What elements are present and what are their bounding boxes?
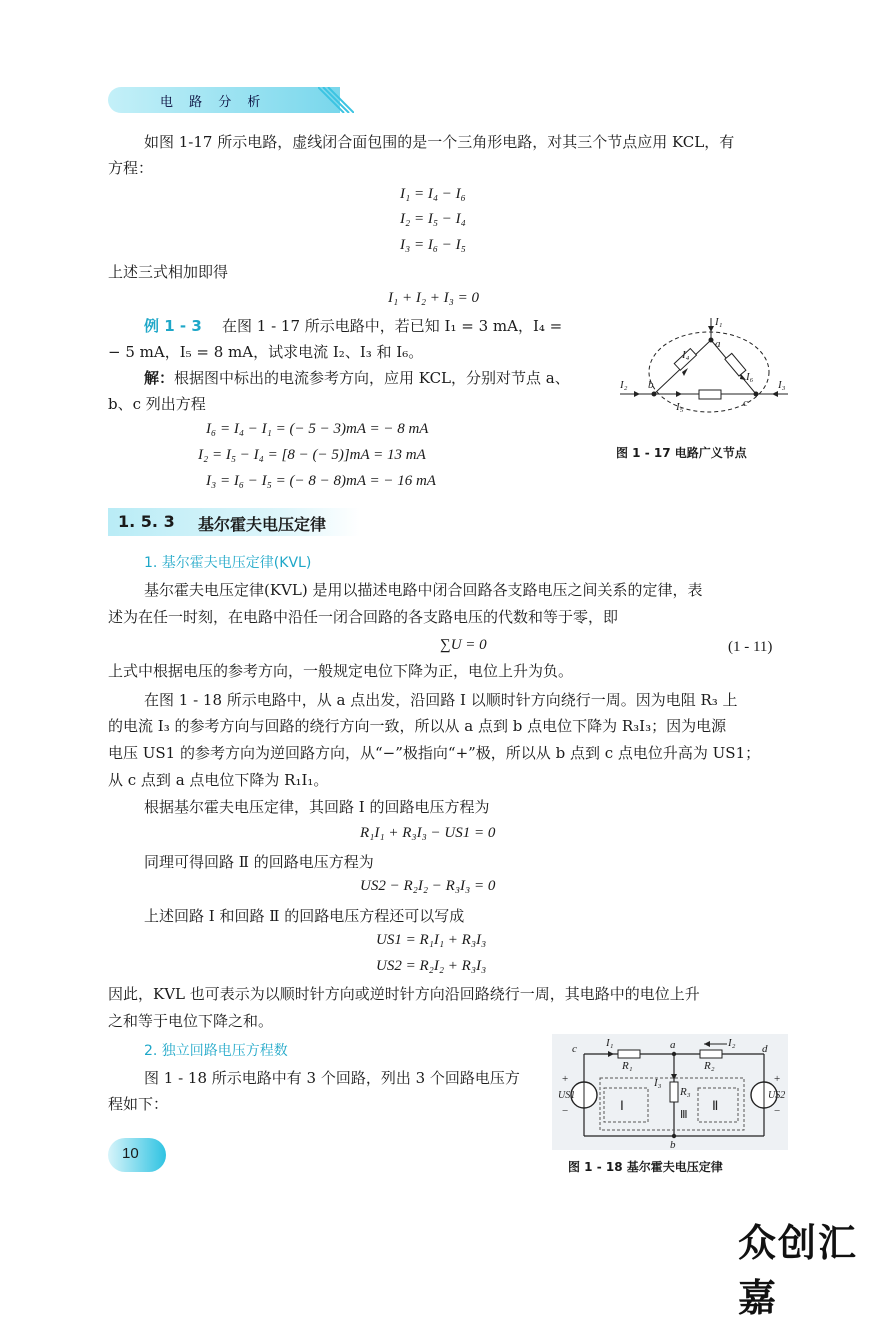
label-i3: I₃ [778,379,786,391]
label-i4: I₄ [682,349,690,361]
watermark: 众创汇嘉 [738,1221,859,1320]
loop-eq4: US2 = R₂I₂ + R₃I₃ [376,958,487,974]
figure-1-18 [552,1034,788,1150]
para1-line2: 方程： [108,159,154,177]
kvl-line3: 上式中根据电压的参考方向，一般规定电位下降为正，电位上升为负。 [108,662,574,680]
label-i5: I₅ [676,401,684,413]
sum-eq: I₁ + I₂ + I₃ = 0 [388,290,479,306]
loop-line9: 之和等于电位下降之和。 [108,1012,274,1030]
header-stripes-icon [318,87,354,113]
arrow-i5-icon [676,391,682,397]
loop-line5: 根据基尔霍夫电压定律，其回路 Ⅰ 的回路电压方程为 [144,798,490,816]
section-title: 基尔霍夫电压定律 [198,515,327,534]
eq-i2: I₂ = I₅ − I₄ [400,211,466,227]
resistor-5 [699,390,721,399]
label-d: d [762,1043,768,1055]
label-loop-ii: Ⅱ [712,1098,719,1113]
header-title: 电 路 分 析 [160,95,267,110]
loop-line4: 从 c 点到 a 点电位下降为 R₁I₁。 [108,771,329,789]
label-a: a [670,1039,676,1051]
loop-line6: 同理可得回路 Ⅱ 的回路电压方程为 [144,853,374,871]
label-b: b [670,1139,676,1150]
example-line2: − 5 mA，I₅ = 8 mA，试求电流 I₂、I₃ 和 I₆。 [108,343,424,361]
arrow-i2-icon [634,391,640,397]
indep-line1: 图 1 - 18 所示电路中有 3 个回路，列出 3 个回路电压方 [144,1069,520,1087]
loop-line7: 上述回路 Ⅰ 和回路 Ⅱ 的回路电压方程还可以写成 [144,907,465,925]
solution-label: 解： [144,369,175,387]
figure-1-17-caption: 图 1 - 17 电路广义节点 [616,446,747,460]
node-a [709,338,714,343]
label-r2: R₂ [704,1060,715,1072]
subheading-independent-loops: 2. 独立回路电压方程数 [144,1043,288,1059]
arrow-i4-icon [682,368,688,376]
node-b [672,1134,676,1138]
result-i2: I₂ = I₅ − I₄ = [8 − (− 5)]mA = 13 mA [198,447,426,463]
loop-eq3: US1 = R₁I₁ + R₃I₃ [376,932,487,948]
label-i2: I₂ [728,1037,736,1049]
loop-eq1: R₁I₁ + R₃I₃ − US1 = 0 [360,825,496,841]
section-heading [108,508,360,536]
page-number-badge [108,1138,166,1172]
example-line1: 在图 1 - 17 所示电路中，若已知 I₁ = 3 mA，I₄ = [222,317,563,335]
label-i1: I₁ [606,1037,614,1049]
label-us1: US1 [558,1090,576,1101]
sum-text: 上述三式相加即得 [108,263,229,281]
label-loop-iii: Ⅲ [680,1109,688,1121]
label-c: c [743,397,748,409]
solution-line1: 根据图中标出的电流参考方向，应用 KCL，分别对节点 a、 [174,369,570,387]
kvl-line1: 基尔霍夫电压定律(KVL) 是用以描述电路中闭合回路各支路电压之间关系的定律，表 [144,581,703,599]
loop-line2: 的电流 I₃ 的参考方向与回路的绕行方向一致，所以从 a 点到 b 点电位下降为 R₃I₃；因为电源 [108,717,727,735]
header-band [108,87,340,113]
label-i6: I₆ [746,371,754,383]
kvl-line2: 述为在任一时刻，在电路中沿任一闭合回路的各支路电压的代数和等于零，即 [108,608,619,626]
label-us1-plus: + [562,1073,569,1085]
figure-1-18-caption: 图 1 - 18 基尔霍夫电压定律 [568,1160,723,1174]
resistor-r2 [700,1050,722,1058]
label-i3: I₃ [654,1077,662,1089]
section-number: 1. 5. 3 [118,512,175,531]
resistor-r3 [670,1082,678,1102]
label-b: b [648,379,654,391]
node-a [672,1052,676,1056]
resistor-r1 [618,1050,640,1058]
label-a: a [715,338,721,350]
result-i6: I₆ = I₄ − I₁ = (− 5 − 3)mA = − 8 mA [206,421,429,437]
solution-line2: b、c 列出方程 [108,395,206,413]
label-loop-i: Ⅰ [620,1098,624,1113]
eq-i3: I₃ = I₆ − I₅ [400,237,466,253]
indep-line2: 程如下： [108,1095,169,1113]
result-i3: I₃ = I₆ − I₅ = (− 8 − 8)mA = − 16 mA [206,473,436,489]
kvl-eq: ∑U = 0 [440,637,487,653]
label-us2-minus: − [774,1105,781,1117]
label-us1-minus: − [562,1105,569,1117]
label-i1: I₁ [715,316,723,328]
loop-eq2: US2 − R₂I₂ − R₃I₃ = 0 [360,878,496,894]
node-b [652,392,657,397]
example-label: 例 1 - 3 [144,317,202,335]
arrow-i3-icon [772,391,778,397]
kvl-eq-number: (1 - 11) [728,639,773,655]
loop-line3: 电压 US1 的参考方向为逆回路方向，从“−”极指向“+”极，所以从 b 点到 c 点电位升高为 US1； [108,744,761,762]
loop-line1: 在图 1 - 18 所示电路中，从 a 点出发，沿回路 Ⅰ 以顺时针方向绕行一周。因为电阻 R₃ 上 [144,691,738,709]
label-c: c [572,1043,577,1055]
label-us2: US2 [768,1090,786,1101]
label-r3: R₃ [680,1086,691,1098]
eq-i1: I₁ = I₄ − I₆ [400,186,466,202]
resistor-6 [725,353,746,376]
node-c [754,392,759,397]
label-i2: I₂ [620,379,628,391]
subheading-kvl: 1. 基尔霍夫电压定律(KVL) [144,555,312,571]
loop-line8: 因此，KVL 也可表示为以顺时针方向或逆时针方向沿回路绕行一周，其电路中的电位上升 [108,985,700,1003]
figure-1-17 [616,310,794,420]
page-number: 10 [122,1145,139,1162]
label-r1: R₁ [622,1060,633,1072]
para1-line1: 如图 1-17 所示电路，虚线闭合面包围的是一个三角形电路，对其三个节点应用 KCL，有 [144,133,735,151]
arrow-i1-icon [708,326,714,332]
label-us2-plus: + [774,1073,781,1085]
